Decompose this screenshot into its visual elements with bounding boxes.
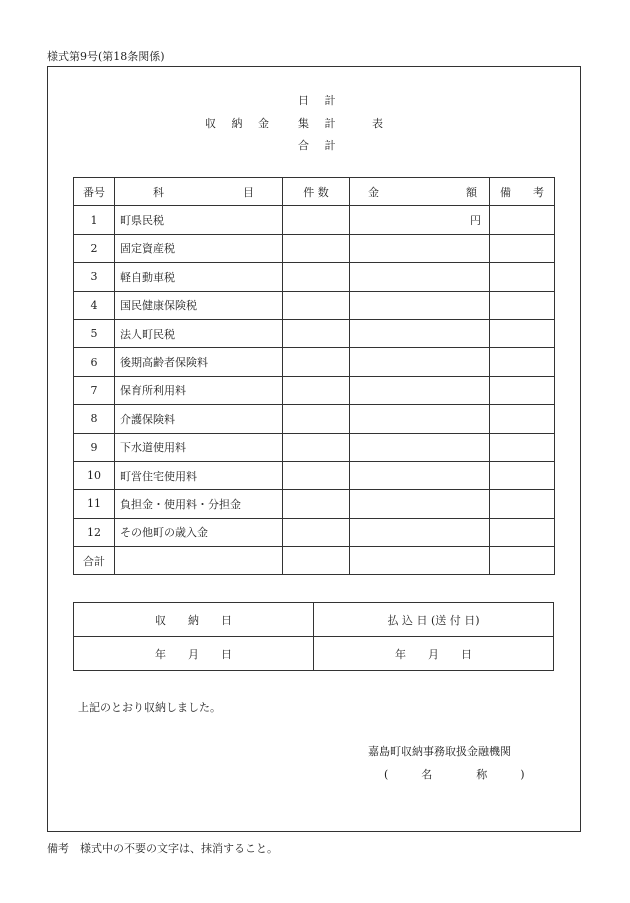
row-item: 保育所利用料 bbox=[115, 376, 283, 404]
row-item: 軽自動車税 bbox=[115, 263, 283, 291]
header-note-b: 考 bbox=[533, 185, 544, 199]
institution-name-label: ( 名 称 ) bbox=[384, 768, 525, 781]
table-row bbox=[74, 291, 555, 319]
title-summary: 集 計 bbox=[298, 117, 342, 130]
table-row bbox=[74, 376, 555, 404]
row-count-cell[interactable] bbox=[283, 490, 350, 518]
total-item-cell[interactable] bbox=[115, 547, 283, 575]
row-item: その他町の歳入金 bbox=[115, 518, 283, 546]
row-note-cell[interactable] bbox=[490, 490, 555, 518]
row-amount-cell[interactable] bbox=[350, 376, 490, 404]
row-amount-cell[interactable] bbox=[350, 433, 490, 461]
form-number-label: 様式第9号(第18条関係) bbox=[47, 50, 165, 63]
row-number: 4 bbox=[74, 291, 115, 319]
row-count-cell[interactable] bbox=[283, 433, 350, 461]
row-amount-cell[interactable] bbox=[350, 291, 490, 319]
row-item: 町県民税 bbox=[115, 206, 283, 234]
row-amount-cell[interactable] bbox=[350, 206, 490, 234]
row-number: 8 bbox=[74, 405, 115, 433]
statement-text: 上記のとおり収納しました。 bbox=[78, 701, 221, 714]
table-row bbox=[74, 206, 555, 234]
row-number: 11 bbox=[74, 490, 115, 518]
row-number: 6 bbox=[74, 348, 115, 376]
date-header-row bbox=[74, 603, 554, 637]
yen-unit: 円 bbox=[470, 214, 481, 228]
row-item: 負担金・使用料・分担金 bbox=[115, 490, 283, 518]
transfer-date-field[interactable]: 年 月 日 bbox=[314, 637, 554, 671]
table-row bbox=[74, 234, 555, 262]
row-amount-cell[interactable] bbox=[350, 348, 490, 376]
row-count-cell[interactable] bbox=[283, 348, 350, 376]
row-note-cell[interactable] bbox=[490, 348, 555, 376]
row-amount-cell[interactable] bbox=[350, 234, 490, 262]
table-row bbox=[74, 490, 555, 518]
table-row bbox=[74, 405, 555, 433]
table-row bbox=[74, 518, 555, 546]
row-count-cell[interactable] bbox=[283, 206, 350, 234]
title-total: 合 計 bbox=[298, 139, 342, 152]
table-total-row bbox=[74, 547, 555, 575]
header-item-a: 科 bbox=[153, 185, 164, 199]
row-item: 後期高齢者保険料 bbox=[115, 348, 283, 376]
row-item: 下水道使用料 bbox=[115, 433, 283, 461]
row-note-cell[interactable] bbox=[490, 263, 555, 291]
row-number: 2 bbox=[74, 234, 115, 262]
row-note-cell[interactable] bbox=[490, 405, 555, 433]
row-item: 固定資産税 bbox=[115, 234, 283, 262]
row-amount-cell[interactable] bbox=[350, 319, 490, 347]
row-amount-cell[interactable] bbox=[350, 461, 490, 489]
table-row bbox=[74, 348, 555, 376]
row-amount-cell[interactable] bbox=[350, 405, 490, 433]
row-number: 12 bbox=[74, 518, 115, 546]
row-number: 9 bbox=[74, 433, 115, 461]
date-value-row bbox=[74, 637, 554, 671]
row-count-cell[interactable] bbox=[283, 291, 350, 319]
title-table: 表 bbox=[372, 117, 389, 130]
date-table bbox=[73, 602, 554, 671]
row-note-cell[interactable] bbox=[490, 433, 555, 461]
row-item: 国民健康保険税 bbox=[115, 291, 283, 319]
header-amount-b: 額 bbox=[466, 185, 477, 199]
row-number: 3 bbox=[74, 263, 115, 291]
row-item: 町営住宅使用料 bbox=[115, 461, 283, 489]
row-number: 7 bbox=[74, 376, 115, 404]
title-collection: 収 納 金 bbox=[205, 117, 275, 130]
row-note-cell[interactable] bbox=[490, 234, 555, 262]
row-number: 1 bbox=[74, 206, 115, 234]
total-note-cell[interactable] bbox=[490, 547, 555, 575]
row-note-cell[interactable] bbox=[490, 319, 555, 347]
row-note-cell[interactable] bbox=[490, 206, 555, 234]
row-count-cell[interactable] bbox=[283, 405, 350, 433]
header-item-b: 目 bbox=[243, 185, 254, 199]
table-header-row bbox=[74, 178, 555, 206]
row-item: 介護保険料 bbox=[115, 405, 283, 433]
table-row bbox=[74, 461, 555, 489]
row-count-cell[interactable] bbox=[283, 263, 350, 291]
row-count-cell[interactable] bbox=[283, 376, 350, 404]
received-date-label: 収 納 日 bbox=[74, 603, 314, 637]
total-amount-cell[interactable] bbox=[350, 547, 490, 575]
header-note-a: 備 bbox=[500, 185, 511, 199]
row-amount-cell[interactable] bbox=[350, 490, 490, 518]
row-number: 10 bbox=[74, 461, 115, 489]
row-count-cell[interactable] bbox=[283, 234, 350, 262]
row-note-cell[interactable] bbox=[490, 461, 555, 489]
remark-text: 備考 様式中の不要の文字は、抹消すること。 bbox=[47, 842, 278, 855]
row-count-cell[interactable] bbox=[283, 319, 350, 347]
row-count-cell[interactable] bbox=[283, 518, 350, 546]
row-amount-cell[interactable] bbox=[350, 518, 490, 546]
total-count-cell[interactable] bbox=[283, 547, 350, 575]
table-row bbox=[74, 433, 555, 461]
header-note bbox=[490, 178, 555, 206]
table-row bbox=[74, 263, 555, 291]
header-number: 番号 bbox=[74, 178, 115, 206]
title-daily: 日 計 bbox=[298, 94, 342, 107]
row-note-cell[interactable] bbox=[490, 376, 555, 404]
row-number: 5 bbox=[74, 319, 115, 347]
header-item bbox=[115, 178, 283, 206]
row-note-cell[interactable] bbox=[490, 518, 555, 546]
header-amount bbox=[350, 178, 490, 206]
table-row bbox=[74, 319, 555, 347]
header-count: 件 数 bbox=[283, 178, 350, 206]
institution-name: 嘉島町収納事務取扱金融機関 bbox=[368, 745, 511, 758]
header-amount-a: 金 bbox=[368, 185, 379, 199]
received-date-field[interactable]: 年 月 日 bbox=[74, 637, 314, 671]
row-amount-cell[interactable] bbox=[350, 263, 490, 291]
transfer-date-label: 払 込 日 (送 付 日) bbox=[314, 603, 554, 637]
row-item: 法人町民税 bbox=[115, 319, 283, 347]
row-note-cell[interactable] bbox=[490, 291, 555, 319]
row-count-cell[interactable] bbox=[283, 461, 350, 489]
total-label: 合計 bbox=[74, 547, 115, 575]
collection-summary-table bbox=[73, 177, 555, 575]
